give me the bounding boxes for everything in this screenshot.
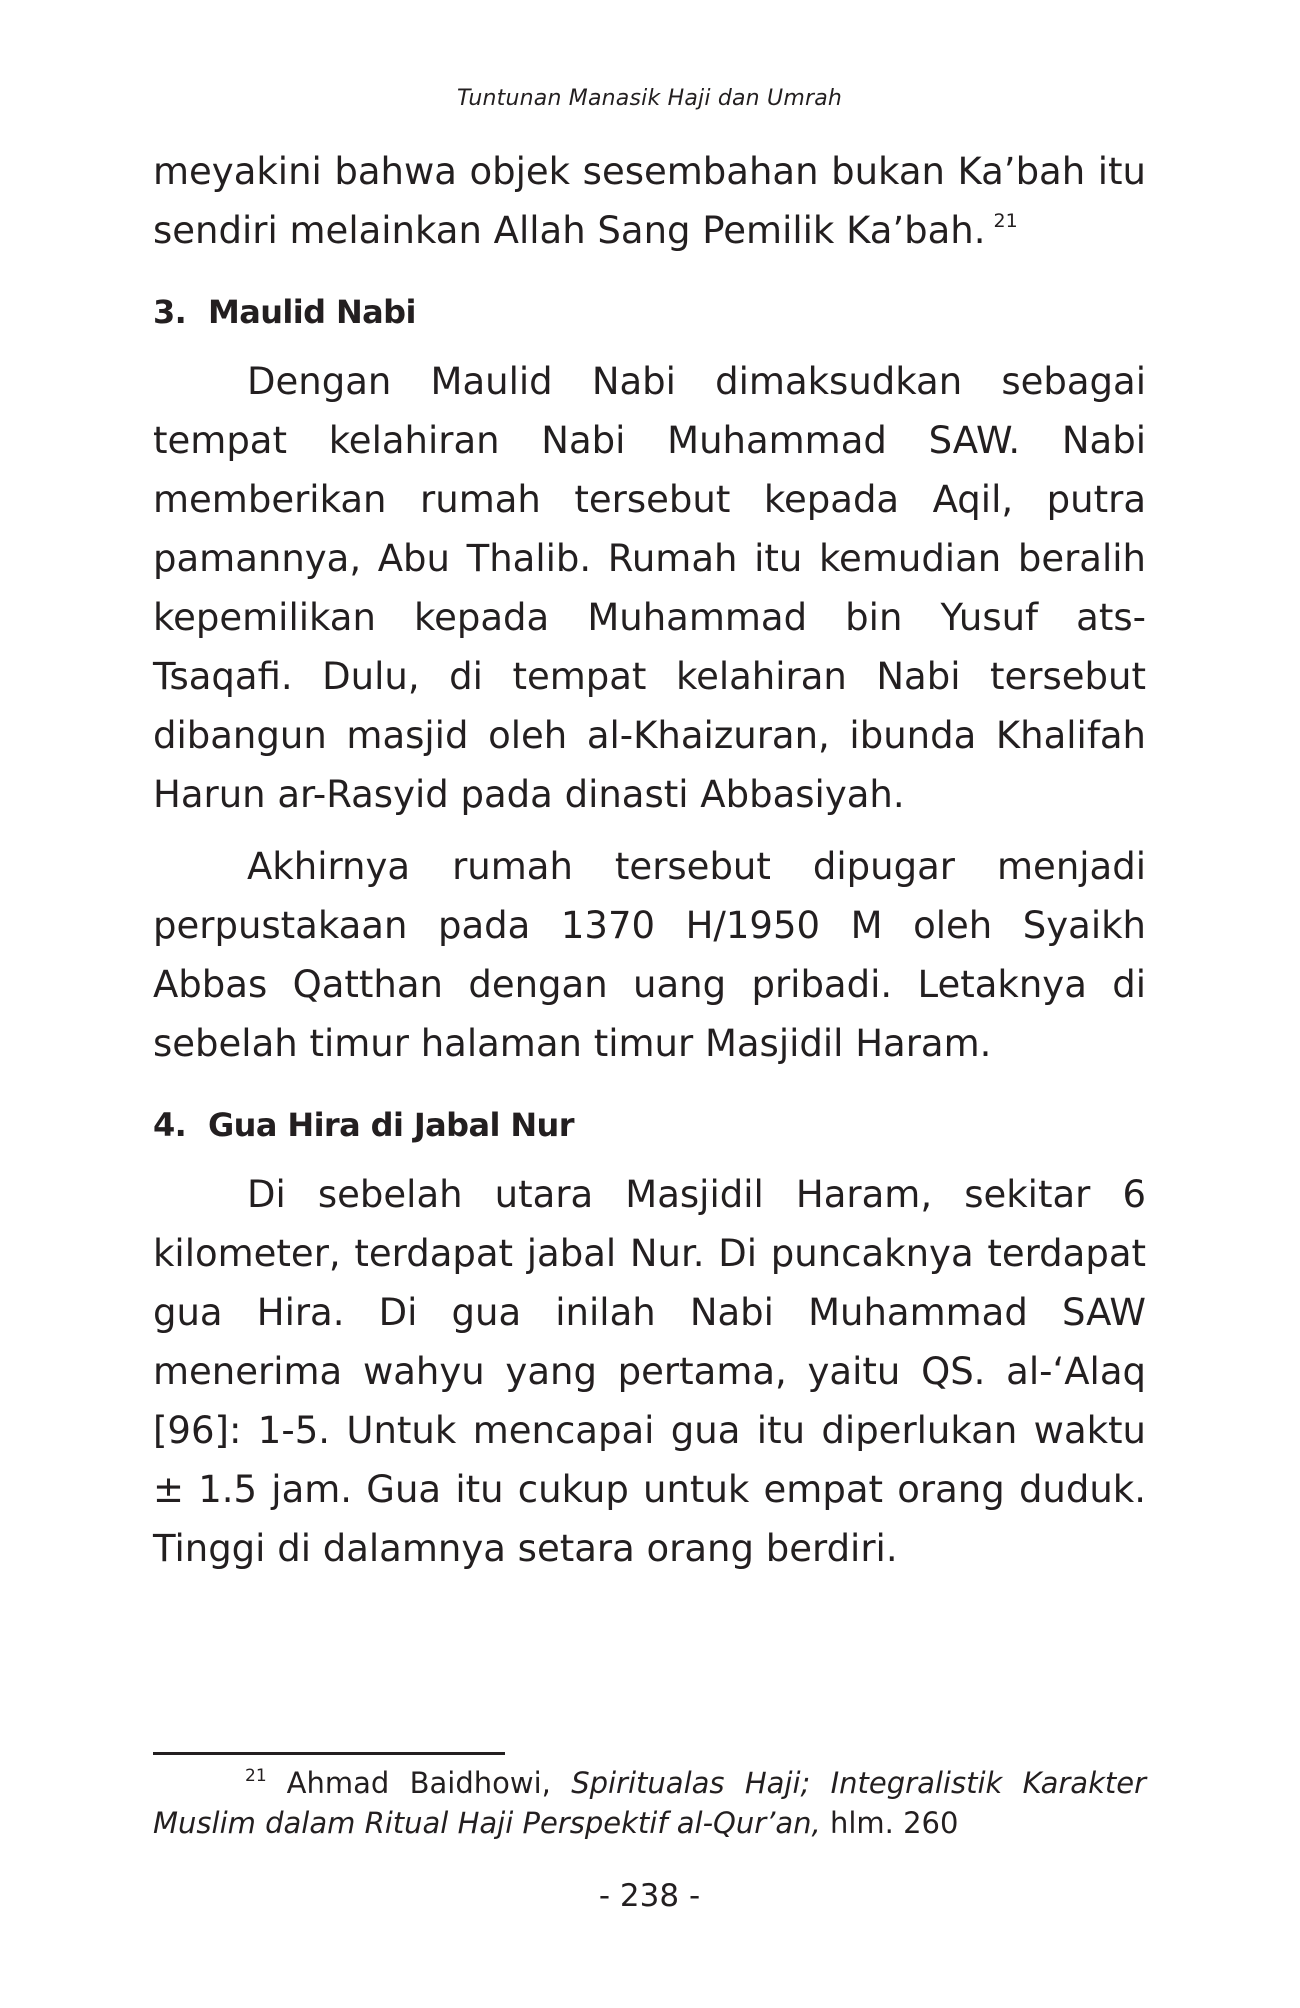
footnote-title: Spiritualas Haji; Integralistik Karakter Muslim dalam Ritual Haji Perspektif al-Qur’an, [153,1766,1146,1840]
paragraph: Dengan Maulid Nabi dimaksudkan sebagai tempat kelahiran Nabi Muhammad SAW. Nabi memberikan rumah tersebut kepada Aqil, putra pamannya, Abu Thalib. Rumah itu kemudian beralih kepemilikan kepada Muhammad bin Yusuf ats-Tsaqafi. Dulu, di tempat kelahiran Nabi tersebut dibangun masjid oleh al-Khaizuran, ibunda Khalifah Harun ar-Rasyid pada dinasti Abbasiyah. [153,360,1146,816]
paragraph: Akhirnya rumah tersebut dipugar menjadi perpustakaan pada 1370 H/1950 M oleh Syaikh Abbas Qatthan dengan uang pribadi. Letaknya di sebelah timur halaman timur Masjidil Haram. [153,845,1146,1065]
continuation-paragraph [153,142,1146,260]
section-number: 4. [153,1106,187,1144]
section-title: Maulid Nabi [208,293,416,331]
section-title: Gua Hira di Jabal Nur [208,1106,574,1144]
footnote-number: 21 [245,1766,267,1786]
section-heading-3 [153,288,1146,336]
footnote-divider [153,1752,505,1755]
main-text [153,142,1146,1578]
continuation-text: meyakini bahwa objek sesembahan bukan Ka’bah itu sendiri melainkan Allah Sang Pemilik Ka’bah. [153,150,1146,252]
section-number: 3. [153,293,187,331]
footnote-author: Ahmad Baidhowi, [286,1766,551,1800]
footnote-page: hlm. 260 [829,1806,959,1840]
footnote [153,1763,1146,1843]
footnote-reference: 21 [993,210,1018,232]
paragraph: Di sebelah utara Masjidil Haram, sekitar 6 kilometer, terdapat jabal Nur. Di puncaknya terdapat gua Hira. Di gua inilah Nabi Muhammad SAW menerima wahyu yang pertama, yaitu QS. al-‘Alaq [96]: 1-5. Untuk mencapai gua itu diperlukan waktu ± 1.5 jam. Gua itu cukup untuk empat orang duduk. Tinggi di dalamnya setara orang berdiri. [153,1173,1146,1570]
book-page [153,0,1146,2008]
running-header: Tuntunan Manasik Haji dan Umrah [456,86,843,111]
section-heading-4 [153,1101,1146,1149]
page-number: - 238 - [598,1878,701,1914]
